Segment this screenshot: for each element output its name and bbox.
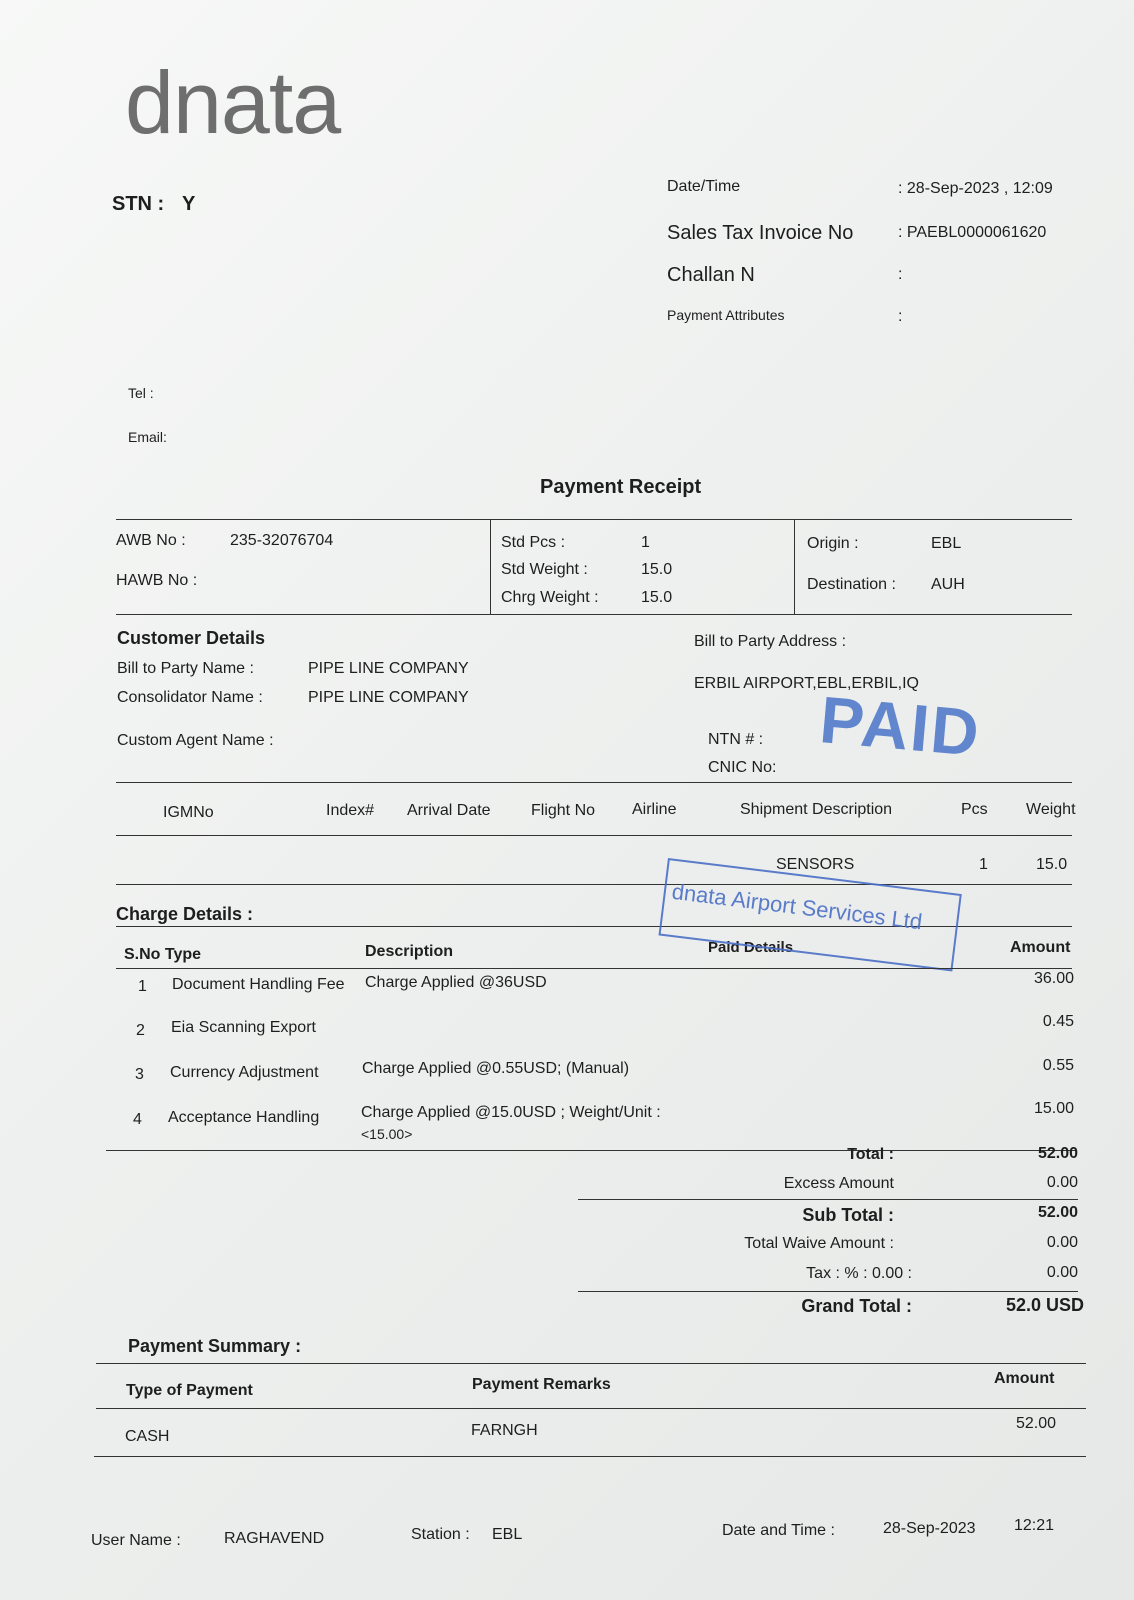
payment-type: CASH	[125, 1428, 170, 1445]
divider	[116, 782, 1072, 783]
email-label: Email:	[128, 429, 167, 445]
page-title: Payment Receipt	[540, 476, 702, 498]
charges-header-amount: Amount	[1010, 939, 1071, 956]
tel-label: Tel :	[128, 385, 154, 401]
tax-value: 0.00	[1046, 1264, 1078, 1281]
charge-description: Charge Applied @0.55USD; (Manual)	[362, 1060, 630, 1077]
divider	[116, 968, 1072, 969]
divider	[116, 884, 1072, 885]
std-pcs-label: Std Pcs :	[501, 534, 566, 551]
payment-summary-heading: Payment Summary :	[128, 1336, 302, 1356]
footer-user-value: RAGHAVEND	[224, 1530, 325, 1547]
manifest-header-weight: Weight	[1026, 801, 1076, 818]
charge-description-line2: <15.00>	[361, 1126, 413, 1142]
payment-header-amount: Amount	[994, 1370, 1055, 1387]
charges-header-sno-type: S.No Type	[124, 946, 202, 963]
footer-user-label: User Name :	[91, 1532, 181, 1549]
charge-description: Charge Applied @36USD	[365, 974, 547, 991]
subtotal-label: Sub Total :	[802, 1205, 894, 1225]
payment-amount: 52.00	[1016, 1415, 1057, 1432]
charge-type: Eia Scanning Export	[171, 1019, 316, 1036]
tax-label: Tax : % : 0.00 :	[806, 1265, 912, 1282]
awb-label: AWB No :	[116, 532, 186, 549]
awb-value: 235-32076704	[230, 532, 334, 549]
origin-label: Origin :	[807, 535, 859, 552]
manifest-header-arrival-date: Arrival Date	[407, 802, 491, 819]
grand-total-value: 52.0 USD	[1005, 1295, 1084, 1315]
excess-label: Excess Amount	[783, 1175, 894, 1192]
subtotal-value: 52.00	[1037, 1204, 1078, 1221]
cnic-label: CNIC No:	[708, 759, 777, 776]
waive-label: Total Waive Amount :	[744, 1235, 894, 1252]
total-label: Total :	[847, 1146, 894, 1163]
manifest-header-shipment-description: Shipment Description	[740, 801, 893, 818]
grand-total-label: Grand Total :	[801, 1296, 912, 1316]
divider	[578, 1199, 1078, 1200]
custom-agent-label: Custom Agent Name :	[117, 732, 274, 749]
manifest-description: SENSORS	[776, 856, 855, 873]
charge-amount: 0.55	[1042, 1057, 1074, 1074]
customer-details-heading: Customer Details	[117, 628, 266, 648]
challan-value: :	[898, 266, 903, 283]
charges-header-description: Description	[365, 943, 454, 960]
invoice-label: Sales Tax Invoice No	[667, 222, 854, 244]
bill-address-value: ERBIL AIRPORT,EBL,ERBIL,IQ	[694, 675, 919, 692]
stn-value: Y	[182, 193, 196, 215]
excess-value: 0.00	[1046, 1174, 1078, 1191]
footer-station-label: Station :	[411, 1526, 470, 1543]
origin-value: EBL	[931, 535, 962, 552]
manifest-header-airline: Airline	[632, 801, 677, 818]
company-stamp	[658, 858, 961, 971]
chrg-weight-label: Chrg Weight :	[501, 589, 599, 606]
dnata-logo: dnata	[125, 53, 341, 152]
footer-station-value: EBL	[492, 1526, 523, 1543]
charges-header-paid-details: Paid Details	[708, 939, 794, 956]
manifest-header-flight-no: Flight No	[531, 802, 596, 819]
divider	[106, 1150, 1076, 1151]
paid-stamp: PAID	[817, 682, 984, 770]
charge-type: Currency Adjustment	[170, 1064, 319, 1081]
divider	[578, 1291, 1078, 1292]
payment-attributes-label: Payment Attributes	[667, 307, 785, 323]
datetime-value: : 28-Sep-2023 , 12:09	[898, 180, 1053, 197]
std-pcs-value: 1	[641, 534, 650, 551]
destination-label: Destination :	[807, 576, 896, 593]
total-value: 52.00	[1037, 1145, 1078, 1162]
manifest-header-igmno: IGMNo	[163, 804, 214, 821]
invoice-value: : PAEBL0000061620	[898, 224, 1047, 241]
payment-remarks: FARNGH	[471, 1422, 538, 1439]
bill-party-label: Bill to Party Name :	[117, 660, 254, 677]
divider	[96, 1408, 1086, 1409]
payment-header-remarks: Payment Remarks	[472, 1376, 611, 1393]
bill-address-label: Bill to Party Address :	[694, 633, 847, 650]
charge-type: Acceptance Handling	[168, 1109, 320, 1126]
charge-amount: 36.00	[1033, 970, 1074, 987]
footer-datetime-label: Date and Time :	[722, 1522, 835, 1539]
stn-label: STN :	[112, 193, 165, 215]
charge-details-heading: Charge Details :	[116, 904, 254, 924]
hawb-label: HAWB No :	[116, 572, 198, 589]
charge-amount: 15.00	[1033, 1100, 1074, 1117]
manifest-header-index: Index#	[326, 802, 375, 819]
manifest-header-pcs: Pcs	[961, 801, 988, 818]
divider	[116, 519, 1072, 520]
challan-label: Challan N	[667, 264, 755, 286]
ntn-label: NTN # :	[708, 731, 764, 748]
divider	[116, 835, 1072, 836]
divider	[794, 520, 795, 614]
charge-description: Charge Applied @15.0USD ; Weight/Unit :	[361, 1104, 661, 1121]
datetime-label: Date/Time	[667, 178, 741, 195]
charge-sno: 2	[136, 1022, 145, 1039]
charge-sno: 4	[133, 1111, 142, 1128]
payment-attributes-value: :	[898, 308, 903, 325]
footer-date-value: 28-Sep-2023	[883, 1520, 976, 1537]
std-weight-value: 15.0	[641, 561, 673, 578]
manifest-weight: 15.0	[1036, 856, 1068, 873]
charge-sno: 3	[135, 1066, 144, 1083]
footer-time-value: 12:21	[1014, 1517, 1055, 1534]
waive-value: 0.00	[1046, 1234, 1078, 1251]
charge-type: Document Handling Fee	[172, 976, 345, 993]
charge-amount: 0.45	[1042, 1013, 1074, 1030]
payment-header-type: Type of Payment	[126, 1382, 253, 1399]
destination-value: AUH	[931, 576, 965, 593]
bill-party-value: PIPE LINE COMPANY	[308, 660, 469, 677]
chrg-weight-value: 15.0	[641, 589, 673, 606]
divider	[116, 614, 1072, 615]
consolidator-label: Consolidator Name :	[117, 689, 263, 706]
divider	[490, 520, 491, 614]
charge-sno: 1	[138, 978, 147, 995]
manifest-pcs: 1	[979, 856, 988, 873]
divider	[96, 1363, 1086, 1364]
divider	[94, 1456, 1086, 1457]
consolidator-value: PIPE LINE COMPANY	[308, 689, 469, 706]
company-stamp-text: dnata Airport Services Ltd	[670, 878, 924, 935]
std-weight-label: Std Weight :	[501, 561, 588, 578]
